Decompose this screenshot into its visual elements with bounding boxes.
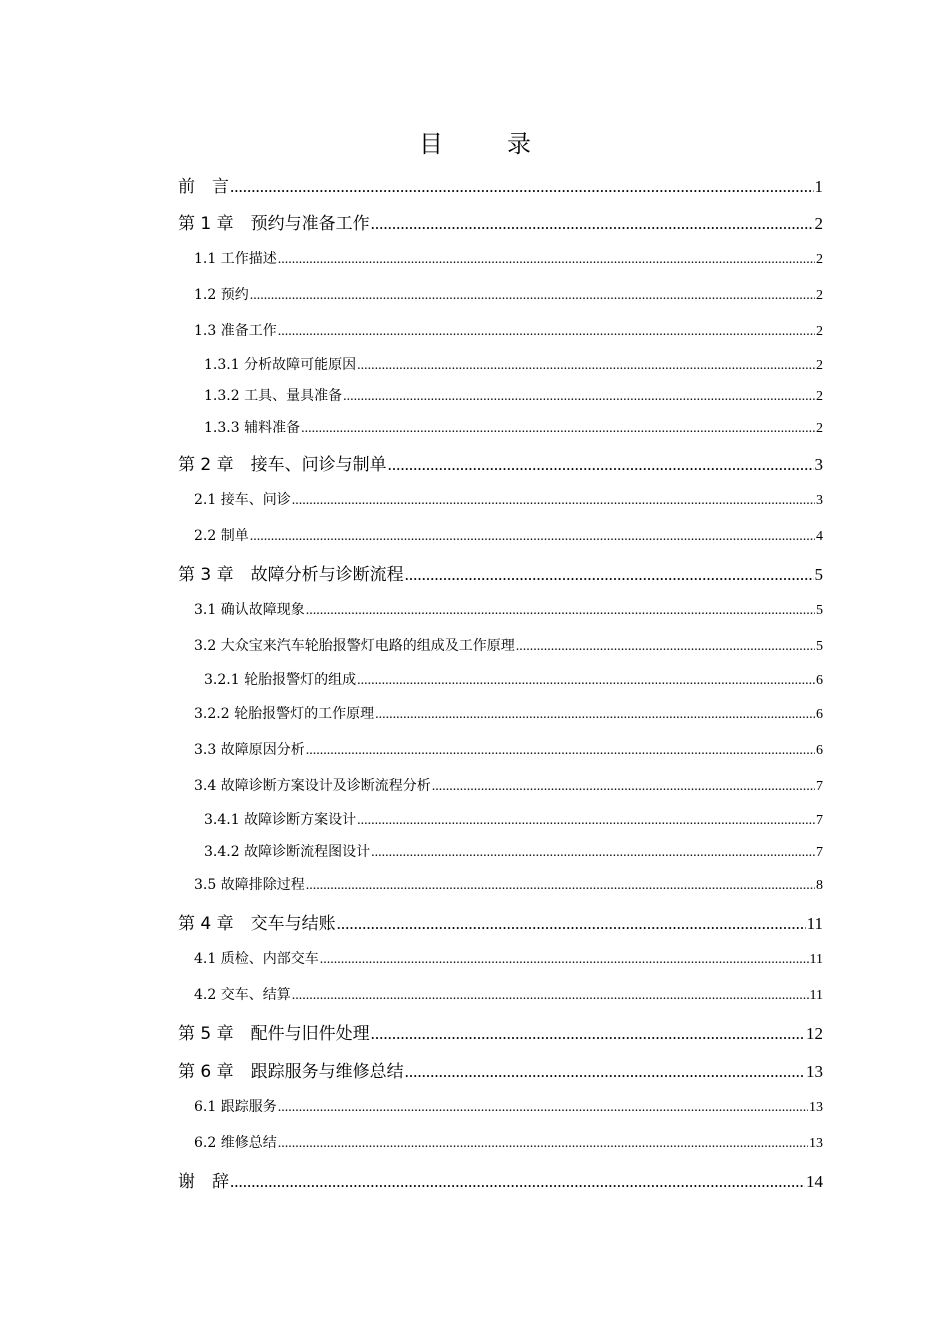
dot-leader — [230, 1172, 805, 1192]
dot-leader — [357, 673, 815, 689]
toc-entry-chapter-1[interactable] — [178, 209, 823, 234]
toc-page-number: 7 — [816, 779, 823, 794]
toc-page-number: 13 — [809, 1136, 823, 1151]
dot-leader — [320, 952, 809, 968]
toc-entry-6-2[interactable] — [194, 1132, 823, 1152]
toc-entry-4-2[interactable] — [194, 984, 823, 1004]
toc-page-number: 13 — [809, 1100, 823, 1115]
dot-leader — [292, 493, 815, 509]
toc-page-number: 2 — [814, 214, 823, 233]
toc-page-number: 1 — [814, 177, 823, 196]
dot-leader — [405, 565, 814, 585]
toc-entry-label: 第 2 章 接车、问诊与制单 — [178, 455, 387, 475]
toc-page-number: 2 — [816, 389, 823, 404]
dot-leader — [371, 845, 815, 861]
toc-entry-label: 1.3 准备工作 — [194, 323, 277, 339]
toc-entry-chapter-4[interactable] — [178, 909, 823, 934]
dot-leader — [278, 324, 815, 340]
toc-entry-acknowledgements[interactable] — [178, 1167, 823, 1192]
toc-entry-3-3[interactable] — [194, 739, 823, 759]
toc-entry-6-1[interactable] — [194, 1096, 823, 1116]
toc-page-number: 13 — [806, 1062, 823, 1081]
toc-entry-chapter-6[interactable] — [178, 1057, 823, 1082]
toc-entry-label: 3.2.2 轮胎报警灯的工作原理 — [194, 706, 375, 722]
toc-entry-label: 谢 辞 — [178, 1172, 229, 1192]
toc-entry-1-2[interactable] — [194, 284, 823, 304]
toc-entry-label: 3.4.2 故障诊断流程图设计 — [204, 844, 371, 860]
toc-entry-chapter-2[interactable] — [178, 450, 823, 475]
toc-page-number: 6 — [816, 673, 823, 688]
toc-entry-label: 3.5 故障排除过程 — [194, 877, 305, 893]
toc-page-number: 2 — [816, 421, 823, 436]
toc-entry-label: 第 4 章 交车与结账 — [178, 914, 336, 934]
toc-entry-1-1[interactable] — [194, 248, 823, 268]
toc-page-number: 2 — [816, 358, 823, 373]
dot-leader — [432, 779, 815, 795]
toc-entry-label: 前 言 — [178, 177, 229, 197]
dot-leader — [278, 252, 815, 268]
toc-entry-chapter-5[interactable] — [178, 1019, 823, 1044]
toc-entry-2-1[interactable] — [194, 489, 823, 509]
toc-entry-3-2-1[interactable] — [204, 669, 823, 689]
toc-entry-label: 3.4 故障诊断方案设计及诊断流程分析 — [194, 778, 431, 794]
toc-page-number: 7 — [816, 845, 823, 860]
toc-page-number: 4 — [816, 529, 823, 544]
dot-leader — [405, 1062, 805, 1082]
dot-leader — [388, 455, 814, 475]
toc-page-number: 14 — [806, 1172, 823, 1191]
dot-leader — [301, 421, 815, 437]
toc-entry-label: 第 1 章 预约与准备工作 — [178, 214, 370, 234]
toc-entry-1-3-3[interactable] — [204, 417, 823, 437]
toc-entry-1-3-1[interactable] — [204, 354, 823, 374]
toc-entry-label: 4.2 交车、结算 — [194, 987, 291, 1003]
toc-entry-label: 第 5 章 配件与旧件处理 — [178, 1024, 370, 1044]
toc-entry-label: 1.1 工作描述 — [194, 251, 277, 267]
dot-leader — [306, 878, 815, 894]
toc-page-number: 11 — [809, 952, 823, 967]
dot-leader — [250, 529, 815, 545]
toc-entry-3-2[interactable] — [194, 635, 823, 655]
dot-leader — [292, 988, 809, 1004]
toc-page-number: 11 — [806, 914, 823, 933]
toc-entry-label: 3.3 故障原因分析 — [194, 742, 305, 758]
dot-leader — [278, 1136, 808, 1152]
toc-entry-label: 3.2.1 轮胎报警灯的组成 — [204, 672, 357, 688]
toc-entry-3-4-2[interactable] — [204, 841, 823, 861]
dot-leader — [337, 914, 806, 934]
toc-page-number: 6 — [816, 743, 823, 758]
toc-entry-1-3[interactable] — [194, 320, 823, 340]
toc-page-number: 12 — [806, 1024, 823, 1043]
toc-entry-1-3-2[interactable] — [204, 385, 823, 405]
toc-page-number: 6 — [816, 707, 823, 722]
toc-page-number: 8 — [816, 878, 823, 893]
toc-entry-label: 3.2 大众宝来汽车轮胎报警灯电路的组成及工作原理 — [194, 638, 515, 654]
dot-leader — [357, 813, 815, 829]
toc-page-number: 3 — [814, 455, 823, 474]
toc-title: 目 录 — [419, 130, 551, 158]
toc-entry-label: 第 3 章 故障分析与诊断流程 — [178, 565, 404, 585]
toc-page-number: 2 — [816, 252, 823, 267]
toc-entry-label: 6.2 维修总结 — [194, 1135, 277, 1151]
dot-leader — [516, 639, 815, 655]
toc-entry-chapter-3[interactable] — [178, 560, 823, 585]
toc-entry-3-2-2[interactable] — [194, 703, 823, 723]
toc-entry-3-4[interactable] — [194, 775, 823, 795]
toc-page-number: 2 — [816, 324, 823, 339]
dot-leader — [371, 1024, 805, 1044]
toc-entry-label: 1.3.1 分析故障可能原因 — [204, 357, 357, 373]
dot-leader — [371, 214, 814, 234]
dot-leader — [306, 603, 815, 619]
toc-entry-preface[interactable] — [178, 172, 823, 197]
dot-leader — [230, 177, 814, 197]
toc-entry-label: 3.4.1 故障诊断方案设计 — [204, 812, 357, 828]
toc-entry-3-5[interactable] — [194, 874, 823, 894]
dot-leader — [278, 1100, 808, 1116]
toc-page-number: 5 — [814, 565, 823, 584]
toc-entry-3-4-1[interactable] — [204, 809, 823, 829]
dot-leader — [357, 358, 815, 374]
toc-entry-label: 第 6 章 跟踪服务与维修总结 — [178, 1062, 404, 1082]
toc-page-number: 11 — [809, 988, 823, 1003]
dot-leader — [250, 288, 815, 304]
dot-leader — [306, 743, 815, 759]
dot-leader — [375, 707, 815, 723]
toc-entry-label: 2.1 接车、问诊 — [194, 492, 291, 508]
toc-entry-label: 6.1 跟踪服务 — [194, 1099, 277, 1115]
toc-entry-label: 4.1 质检、内部交车 — [194, 951, 319, 967]
toc-page-number: 3 — [816, 493, 823, 508]
toc-entry-label: 1.2 预约 — [194, 287, 249, 303]
toc-entry-label: 2.2 制单 — [194, 528, 249, 544]
toc-page-number: 5 — [816, 603, 823, 618]
toc-page-number: 2 — [816, 288, 823, 303]
toc-entry-label: 3.1 确认故障现象 — [194, 602, 305, 618]
dot-leader — [343, 389, 815, 405]
toc-entry-label: 1.3.3 辅料准备 — [204, 420, 301, 436]
toc-page-number: 5 — [816, 639, 823, 654]
toc-entry-label: 1.3.2 工具、量具准备 — [204, 388, 343, 404]
toc-page-number: 7 — [816, 813, 823, 828]
toc-entry-2-2[interactable] — [194, 525, 823, 545]
toc-entry-4-1[interactable] — [194, 948, 823, 968]
toc-entry-3-1[interactable] — [194, 599, 823, 619]
